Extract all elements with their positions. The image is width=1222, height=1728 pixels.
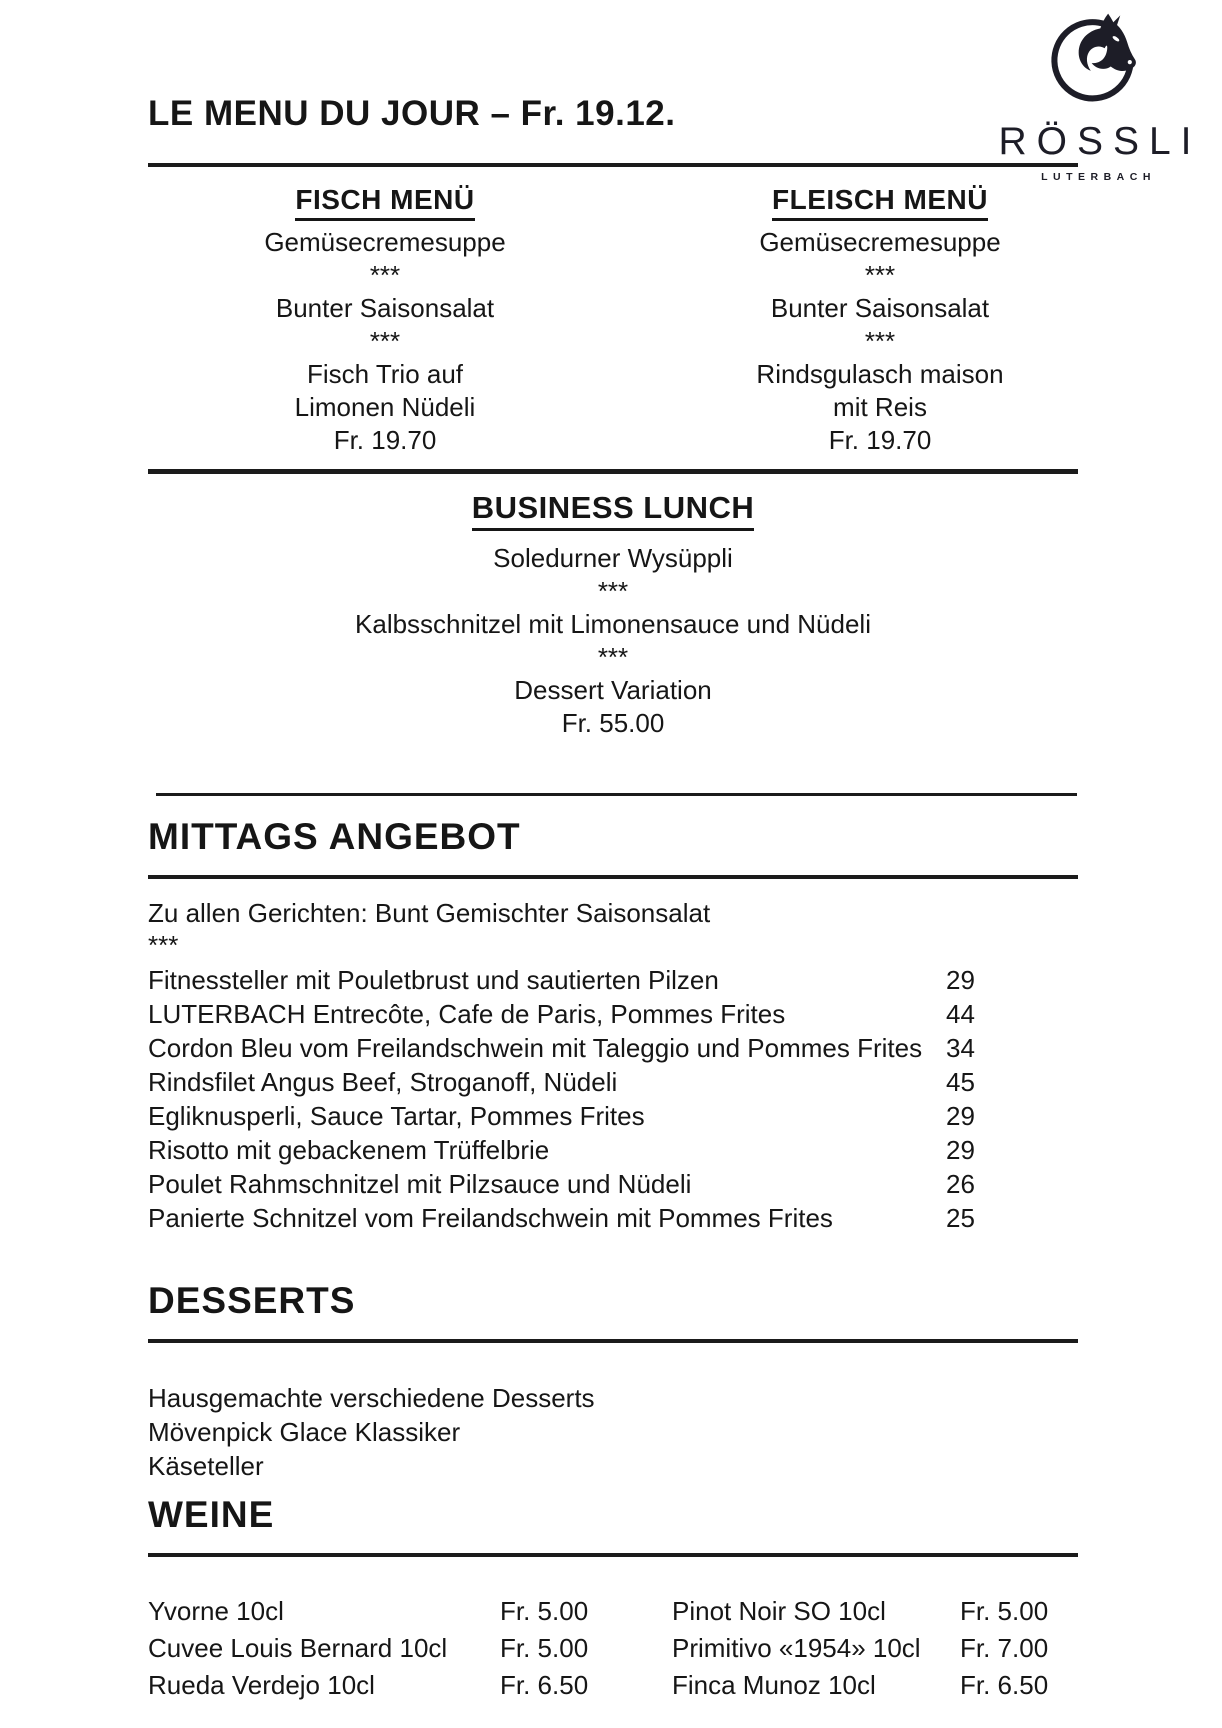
menu-item-row bbox=[148, 1099, 1078, 1133]
menu-item-name: Panierte Schnitzel vom Freilandschwein mit Pommes Frites bbox=[148, 1203, 833, 1233]
wine-name: Primitivo «1954» 10cl bbox=[672, 1633, 921, 1663]
dessert-item: Mövenpick Glace Klassiker bbox=[148, 1417, 461, 1447]
mittags-item-list bbox=[148, 963, 1078, 1235]
menu-item-row bbox=[148, 1133, 1078, 1167]
menu-item-price: 44 bbox=[946, 999, 975, 1029]
wine-price: Fr. 7.00 bbox=[960, 1633, 1049, 1663]
fisch-menu-section bbox=[185, 184, 585, 457]
horse-head-icon bbox=[1044, 6, 1148, 120]
separator-stars: *** bbox=[864, 260, 896, 290]
business-lunch-section bbox=[148, 490, 1078, 740]
fleisch-menu-section bbox=[680, 184, 1080, 457]
separator-stars: *** bbox=[864, 326, 896, 356]
fisch-menu-heading: FISCH MENÜ bbox=[185, 184, 585, 216]
menu-line: Kalbsschnitzel mit Limonensauce und Nüdeli bbox=[355, 609, 871, 639]
menu-line: Limonen Nüdeli bbox=[294, 392, 476, 422]
menu-item-price: 34 bbox=[946, 1033, 975, 1063]
menu-item-price: 29 bbox=[946, 1135, 975, 1165]
logo-wordmark: RÖSSLI bbox=[998, 120, 1202, 163]
menu-item-row bbox=[148, 1031, 1078, 1065]
separator-stars: *** bbox=[597, 642, 629, 672]
menu-item-name: Fitnessteller mit Pouletbrust und sautierten Pilzen bbox=[148, 965, 719, 995]
desserts-underline bbox=[148, 1339, 1078, 1343]
menu-item-price: 29 bbox=[946, 965, 975, 995]
menu-item-row bbox=[148, 963, 1078, 997]
menu-item-name: LUTERBACH Entrecôte, Cafe de Paris, Pommes Frites bbox=[148, 999, 786, 1029]
menu-line: Bunter Saisonsalat bbox=[770, 293, 990, 323]
logo-subtitle: LUTERBACH bbox=[1041, 171, 1156, 183]
menu-line: Dessert Variation bbox=[514, 675, 712, 705]
wine-price: Fr. 5.00 bbox=[960, 1596, 1049, 1626]
menu-line: Gemüsecremesuppe bbox=[264, 227, 506, 257]
section-divider bbox=[148, 469, 1078, 474]
wine-name: Pinot Noir SO 10cl bbox=[672, 1596, 886, 1626]
wine-name: Finca Munoz 10cl bbox=[672, 1670, 876, 1700]
wine-price: Fr. 5.00 bbox=[500, 1596, 589, 1626]
wine-price: Fr. 6.50 bbox=[960, 1670, 1049, 1700]
menu-price: Fr. 55.00 bbox=[561, 708, 665, 738]
business-lunch-heading: BUSINESS LUNCH bbox=[148, 490, 1078, 526]
menu-price: Fr. 19.70 bbox=[333, 425, 437, 455]
fleisch-menu-heading: FLEISCH MENÜ bbox=[680, 184, 1080, 216]
menu-item-row bbox=[148, 997, 1078, 1031]
wine-name: Rueda Verdejo 10cl bbox=[148, 1670, 375, 1700]
menu-item-name: Rindsfilet Angus Beef, Stroganoff, Nüdeli bbox=[148, 1067, 618, 1097]
menu-line: Bunter Saisonsalat bbox=[275, 293, 495, 323]
dessert-item: Käseteller bbox=[148, 1451, 264, 1481]
mittags-note bbox=[148, 897, 710, 961]
menu-line: mit Reis bbox=[833, 392, 927, 422]
title-divider bbox=[148, 163, 1078, 167]
desserts-list bbox=[148, 1381, 595, 1483]
menu-item-price: 26 bbox=[946, 1169, 975, 1199]
section-divider bbox=[156, 793, 1077, 796]
mittags-underline bbox=[148, 875, 1078, 879]
wine-list bbox=[148, 1593, 1078, 1704]
menu-item-name: Poulet Rahmschnitzel mit Pilzsauce und Nüdeli bbox=[148, 1169, 692, 1199]
mittags-heading: MITTAGS ANGEBOT bbox=[148, 816, 521, 857]
menu-item-name: Cordon Bleu vom Freilandschwein mit Taleggio und Pommes Frites bbox=[148, 1033, 923, 1063]
menu-line: Fisch Trio auf bbox=[306, 359, 464, 389]
note-text: Zu allen Gerichten: Bunt Gemischter Saisonsalat bbox=[148, 898, 711, 928]
weine-underline bbox=[148, 1553, 1078, 1557]
wine-name: Yvorne 10cl bbox=[148, 1596, 284, 1626]
menu-item-name: Egliknusperli, Sauce Tartar, Pommes Frites bbox=[148, 1101, 645, 1131]
weine-heading: WEINE bbox=[148, 1494, 275, 1535]
dessert-item: Hausgemachte verschiedene Desserts bbox=[148, 1383, 595, 1413]
menu-line: Gemüsecremesuppe bbox=[759, 227, 1001, 257]
separator-stars: *** bbox=[597, 576, 629, 606]
wine-name: Cuvee Louis Bernard 10cl bbox=[148, 1633, 448, 1663]
menu-item-row bbox=[148, 1065, 1078, 1099]
menu-line: Soledurner Wysüppli bbox=[493, 543, 733, 573]
restaurant-logo bbox=[990, 6, 1202, 183]
wine-price: Fr. 6.50 bbox=[500, 1670, 589, 1700]
menu-item-row bbox=[148, 1167, 1078, 1201]
menu-price: Fr. 19.70 bbox=[828, 425, 932, 455]
menu-item-name: Risotto mit gebackenem Trüffelbrie bbox=[148, 1135, 550, 1165]
menu-item-price: 29 bbox=[946, 1101, 975, 1131]
page-title: LE MENU DU JOUR – Fr. 19.12. bbox=[148, 94, 676, 133]
separator-stars: *** bbox=[369, 260, 401, 290]
menu-line: Rindsgulasch maison bbox=[756, 359, 1004, 389]
separator-stars: *** bbox=[148, 930, 179, 960]
menu-item-row bbox=[148, 1201, 1078, 1235]
separator-stars: *** bbox=[369, 326, 401, 356]
wine-price: Fr. 5.00 bbox=[500, 1633, 589, 1663]
menu-item-price: 25 bbox=[946, 1203, 975, 1233]
desserts-heading: DESSERTS bbox=[148, 1280, 356, 1321]
menu-item-price: 45 bbox=[946, 1067, 975, 1097]
